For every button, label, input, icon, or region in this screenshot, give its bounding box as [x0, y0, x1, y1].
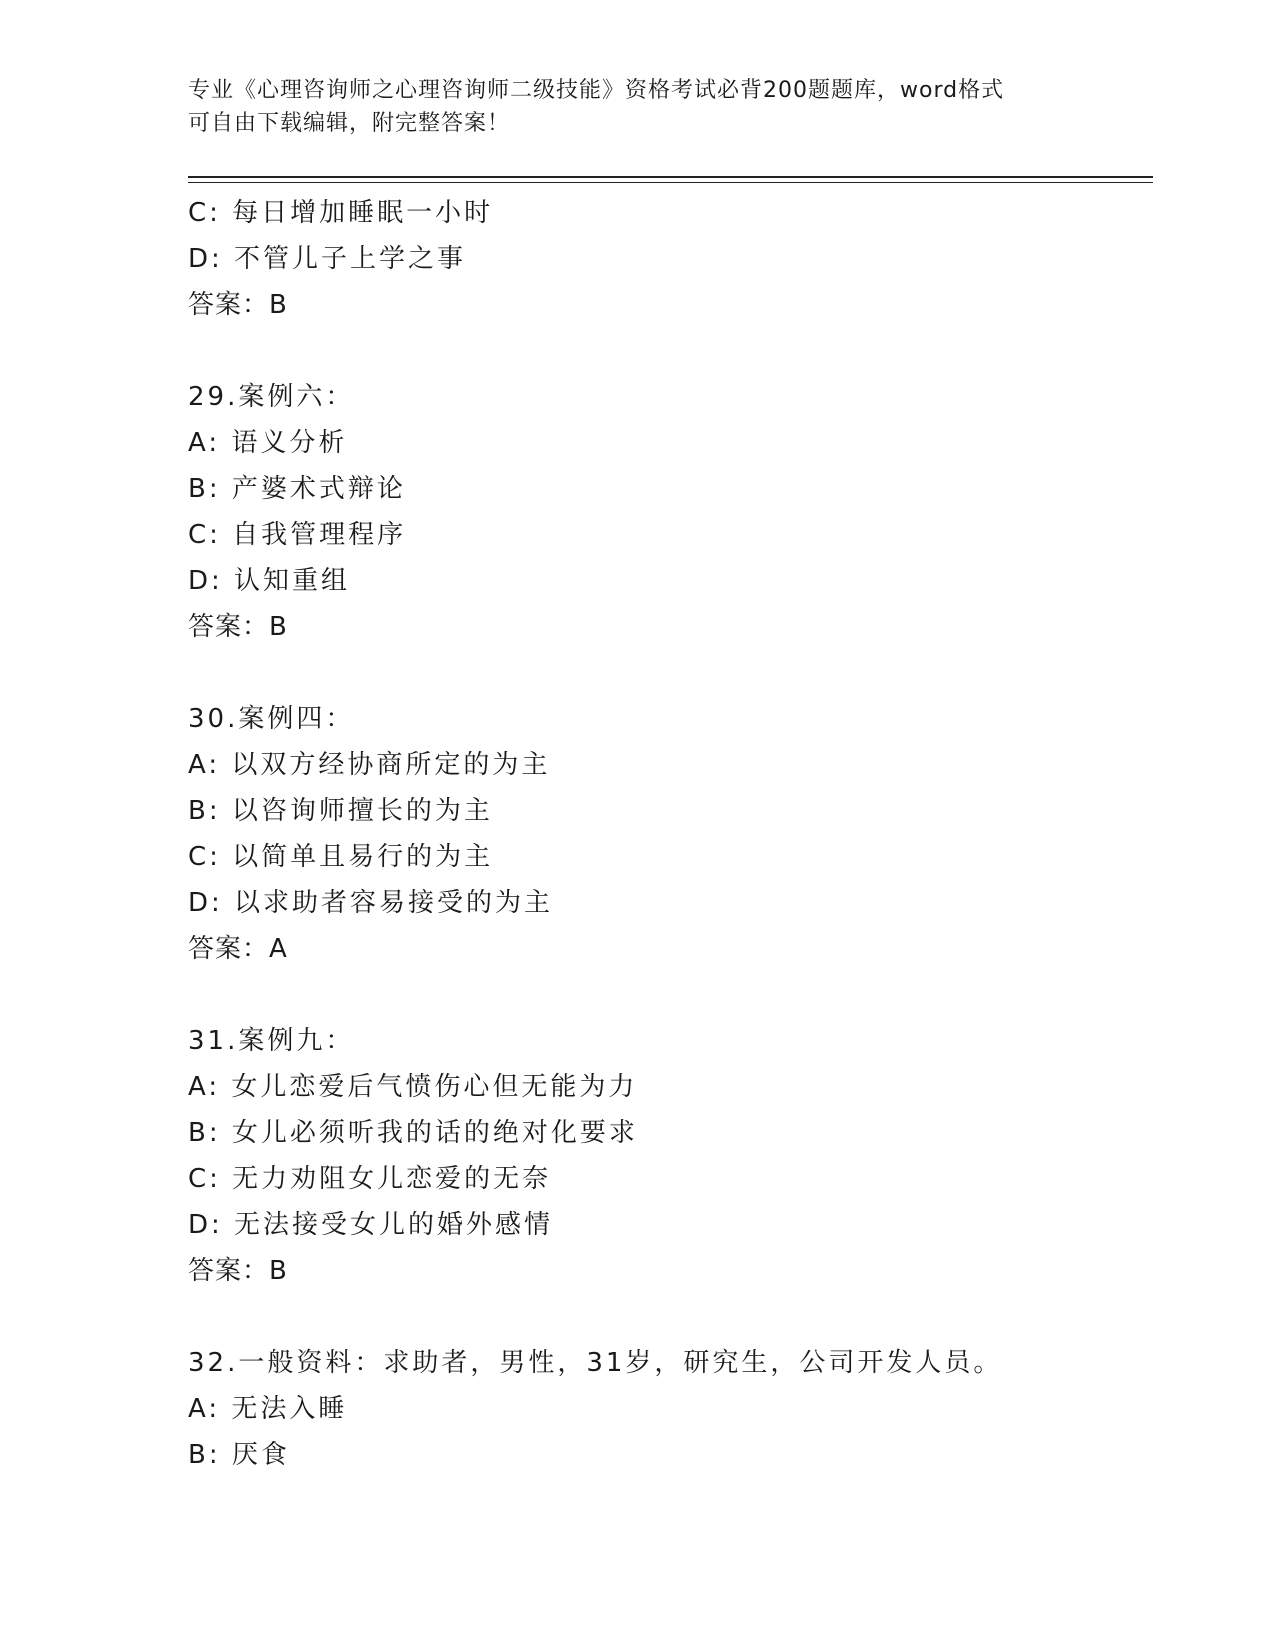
option-a: A: 语义分析	[188, 428, 348, 458]
question-list	[188, 190, 1153, 1478]
question-stem: 31.案例九：	[188, 1026, 355, 1056]
header-divider-thin	[188, 182, 1153, 183]
header-divider-thick	[188, 176, 1153, 178]
option-a: A: 女儿恋爱后气愤伤心但无能为力	[188, 1072, 638, 1102]
question-32	[188, 1340, 1153, 1478]
option-b: B: 产婆术式辩论	[188, 474, 406, 504]
question-30	[188, 696, 1153, 972]
option-c: C: 无力劝阻女儿恋爱的无奈	[188, 1164, 552, 1194]
header-line-2: 可自由下载编辑，附完整答案！	[188, 111, 511, 136]
option-a: A: 以双方经协商所定的为主	[188, 750, 551, 780]
option-d: D: 以求助者容易接受的为主	[188, 888, 554, 918]
answer: 答案：A	[188, 934, 288, 964]
spacer	[188, 972, 1153, 1018]
question-fragment	[188, 190, 1153, 328]
answer: 答案：B	[188, 290, 288, 320]
option-c: C: 每日增加睡眠一小时	[188, 198, 494, 228]
spacer	[188, 1294, 1153, 1340]
answer: 答案：B	[188, 612, 288, 642]
question-stem: 32.一般资料：求助者，男性，31岁，研究生，公司开发人员。	[188, 1348, 1003, 1378]
document-header	[188, 74, 1088, 140]
option-d: D: 无法接受女儿的婚外感情	[188, 1210, 554, 1240]
spacer	[188, 650, 1153, 696]
option-b: B: 厌食	[188, 1440, 290, 1470]
header-line-1: 专业《心理咨询师之心理咨询师二级技能》资格考试必背200题题库，word格式	[188, 78, 1005, 103]
option-c: C: 自我管理程序	[188, 520, 407, 550]
option-d: D: 认知重组	[188, 566, 351, 596]
question-31	[188, 1018, 1153, 1294]
option-b: B: 以咨询师擅长的为主	[188, 796, 493, 826]
question-29	[188, 374, 1153, 650]
question-stem: 29.案例六：	[188, 382, 355, 412]
option-c: C: 以简单且易行的为主	[188, 842, 494, 872]
spacer	[188, 328, 1153, 374]
option-a: A: 无法入睡	[188, 1394, 348, 1424]
option-b: B: 女儿必须听我的话的绝对化要求	[188, 1118, 638, 1148]
question-stem: 30.案例四：	[188, 704, 355, 734]
option-d: D: 不管儿子上学之事	[188, 244, 467, 274]
answer: 答案：B	[188, 1256, 288, 1286]
